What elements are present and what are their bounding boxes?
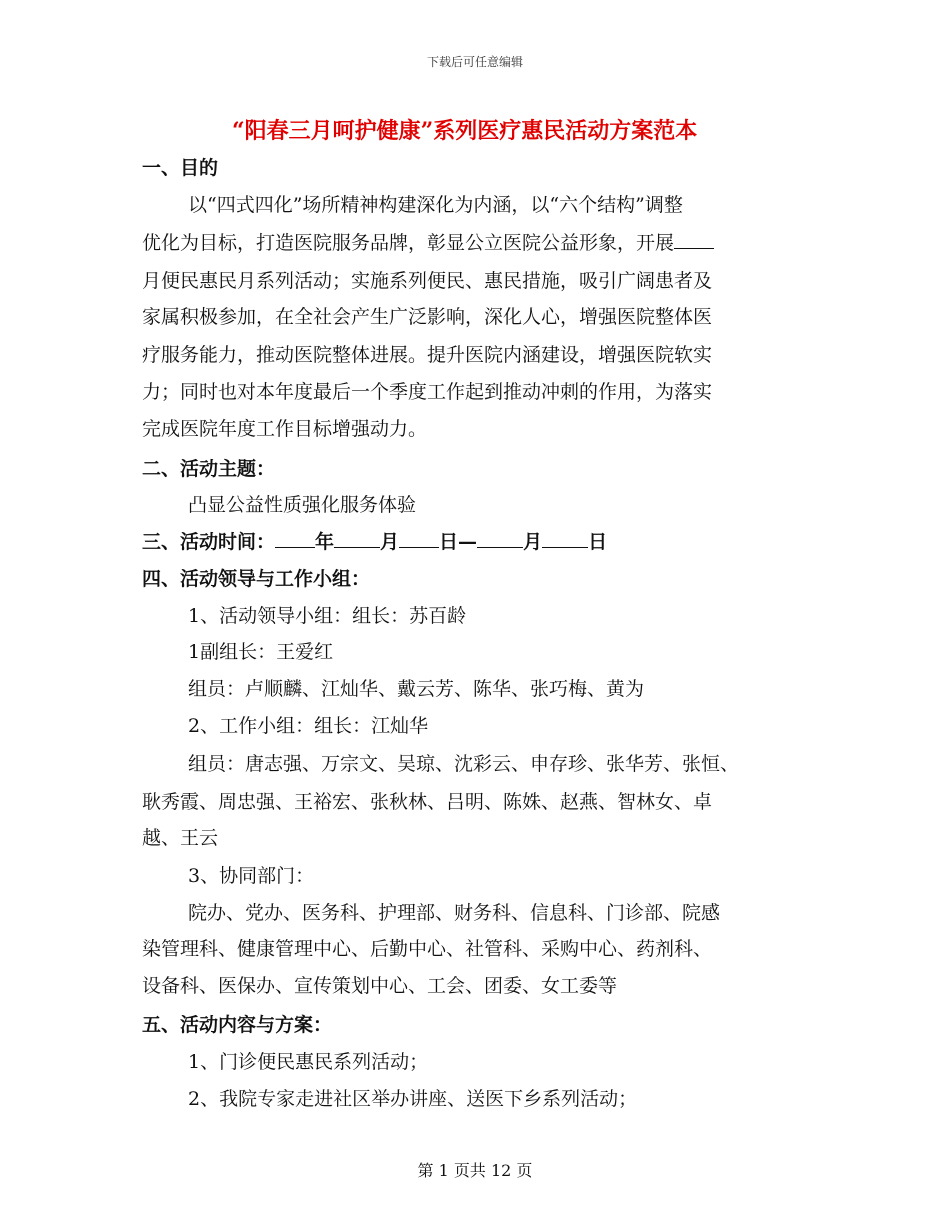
section3-line xyxy=(142,530,802,554)
section1-line-2 xyxy=(142,231,802,255)
section1-line-4: 家属积极参加，在全社会产生广泛影响，深化人心，增强医院整体医 xyxy=(142,306,713,328)
fill-blank xyxy=(477,546,523,548)
section5-heading: 五、活动内容与方案： xyxy=(142,1014,333,1036)
fill-blank xyxy=(674,247,714,249)
date-year-label: 年 xyxy=(315,531,335,553)
section2-text: 凸显公益性质强化服务体验 xyxy=(188,494,417,516)
section1-line-3: 月便民惠民月系列活动；实施系列便民、惠民措施，吸引广阔患者及 xyxy=(142,270,713,292)
work-members-line-2: 耿秀霞、周忠强、王裕宏、张秋林、吕明、陈姝、赵燕、智林女、卓 xyxy=(142,791,713,813)
work-members-line-3: 越、王云 xyxy=(142,827,219,849)
section2-heading: 二、活动主题： xyxy=(142,458,276,480)
date-day-label-2: 日 xyxy=(588,531,608,553)
depts-line-1: 院办、党办、医务科、护理部、财务科、信息科、门诊部、院感 xyxy=(188,902,721,924)
cooperating-depts-heading: 3、协同部门： xyxy=(188,865,315,887)
fill-blank xyxy=(542,546,588,548)
section1-heading: 一、目的 xyxy=(142,157,219,179)
section1-line-1: 以“四式四化”场所精神构建深化为内涵，以“六个结构”调整 xyxy=(188,194,683,216)
leadership-group-line: 1、活动领导小组：组长：苏百龄 xyxy=(188,605,467,627)
fill-blank xyxy=(275,546,315,548)
work-group-line: 2、工作小组：组长：江灿华 xyxy=(188,715,429,737)
section4-heading: 四、活动领导与工作小组： xyxy=(142,568,371,590)
leadership-members-line: 组员：卢顺麟、江灿华、戴云芳、陈华、张巧梅、黄为 xyxy=(188,678,645,700)
date-month-label: 月 xyxy=(380,531,400,553)
date-month-label-2: 月 xyxy=(523,531,543,553)
work-members-line-1: 组员：唐志强、万宗文、吴琼、沈彩云、申存珍、张华芳、张恒、 xyxy=(188,753,740,775)
section3-heading: 三、活动时间： xyxy=(142,531,276,553)
header-note: 下载后可任意编辑 xyxy=(426,55,523,69)
content-item-2: 2、我院专家走进社区举办讲座、送医下乡系列活动； xyxy=(188,1088,638,1110)
content-item-1: 1、门诊便民惠民系列活动； xyxy=(188,1051,429,1073)
section1-line-6: 力；同时也对本年度最后一个季度工作起到推动冲刺的作用，为落实 xyxy=(142,381,713,403)
section1-line-2-text: 优化为目标，打造医院服务品牌，彰显公立医院公益形象，开展 xyxy=(142,232,675,254)
section1-line-5: 疗服务能力，推动医院整体进展。提升医院内涵建设，增强医院软实 xyxy=(142,344,713,366)
document-title: “阳春三月呵护健康”系列医疗惠民活动方案范本 xyxy=(232,118,698,144)
depts-line-2: 染管理科、健康管理中心、后勤中心、社管科、采购中心、药剂科、 xyxy=(142,938,713,960)
fill-blank xyxy=(399,546,439,548)
date-day-dash-label: 日— xyxy=(439,531,478,553)
fill-blank xyxy=(334,546,380,548)
deputy-leader-line: 1副组长：王爱红 xyxy=(188,641,334,663)
section1-line-7: 完成医院年度工作目标增强动力。 xyxy=(142,418,428,440)
page-footer: 第 1 页共 12 页 xyxy=(417,1161,533,1180)
depts-line-3: 设备科、医保办、宣传策划中心、工会、团委、女工委等 xyxy=(142,975,618,997)
